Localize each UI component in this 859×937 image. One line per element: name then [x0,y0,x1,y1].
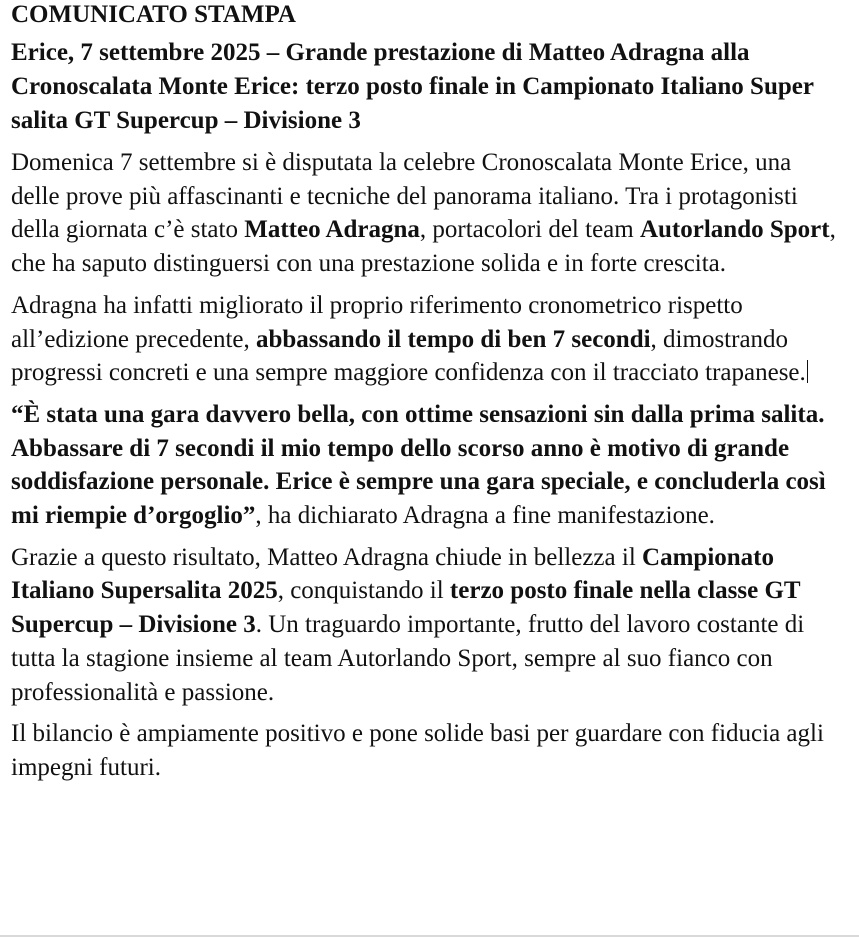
document-page[interactable] [11,0,846,785]
paragraph-intro-text-2: , portacolori del team [419,216,640,244]
championship-name-bold: Campionato Italiano Supersalita 2025 [11,543,774,605]
paragraph-quote [11,398,846,533]
paragraph-quote-attribution: , ha dichiarato Adragna a fine manifestazione. [255,502,715,530]
paragraph-intro-text-3: , che ha saputo distinguersi con una prestazione solida e in forte crescita. [11,216,836,278]
paragraph-championship [11,541,846,710]
paragraph-time-improvement [11,289,846,390]
paragraph-conclusion [11,717,846,784]
paragraph-intro-text-1: Domenica 7 settembre si è disputata la celebre Cronoscalata Monte Erice, una delle prove più affascinanti e tecniche del panorama italiano. Tra i protagonisti della giornata c’è stato [11,149,798,244]
document-heading: COMUNICATO STAMPA [11,1,296,28]
paragraph-championship-text-1: Grazie a questo risultato, Matteo Adragna chiude in bellezza il [11,543,643,571]
paragraph-conclusion-text: Il bilancio è ampiamente positivo e pone solide basi per guardare con fiducia agli impegni futuri. [11,720,824,781]
paragraph-time-text-1: Adragna ha infatti migliorato il proprio riferimento cronometrico rispetto all’edizione precedente, [11,291,743,353]
team-name-bold: Autorlando Sport [639,216,830,244]
paragraph-time-text-2: , dimostrando progressi concreti e una sempre maggiore confidenza con il tracciato trapanese. [11,325,806,387]
final-position-bold: terzo posto finale nella classe GT Supercup – Divisione 3 [11,577,801,639]
paragraph-championship-text-3: . Un traguardo importante, frutto del lavoro costante di tutta la stagione insieme al team Autorlando Sport, sempre al suo fianco con professionalità e passione. [11,611,805,706]
text-cursor [807,360,808,383]
driver-quote-bold: “È stata una gara davvero bella, con ottime sensazioni sin dalla prima salita. Abbassare di 7 secondi il mio tempo dello scorso anno è motivo di grande soddisfazione personale. Erice è sempre una gara speciale, e concluderla così mi riempie d’orgoglio” [11,400,826,530]
press-release-title: Erice, 7 settembre 2025 – Grande prestazione di Matteo Adragna alla Cronoscalata Monte Erice: terzo posto finale in Campionato Italiano Super salita GT Supercup – Divisione 3 [11,39,814,134]
time-improvement-bold: abbassando il tempo di ben 7 secondi [256,325,651,353]
driver-name-bold: Matteo Adragna [244,216,420,244]
paragraph-intro [11,146,846,281]
paragraph-championship-text-2: , conquistando il [277,577,450,605]
